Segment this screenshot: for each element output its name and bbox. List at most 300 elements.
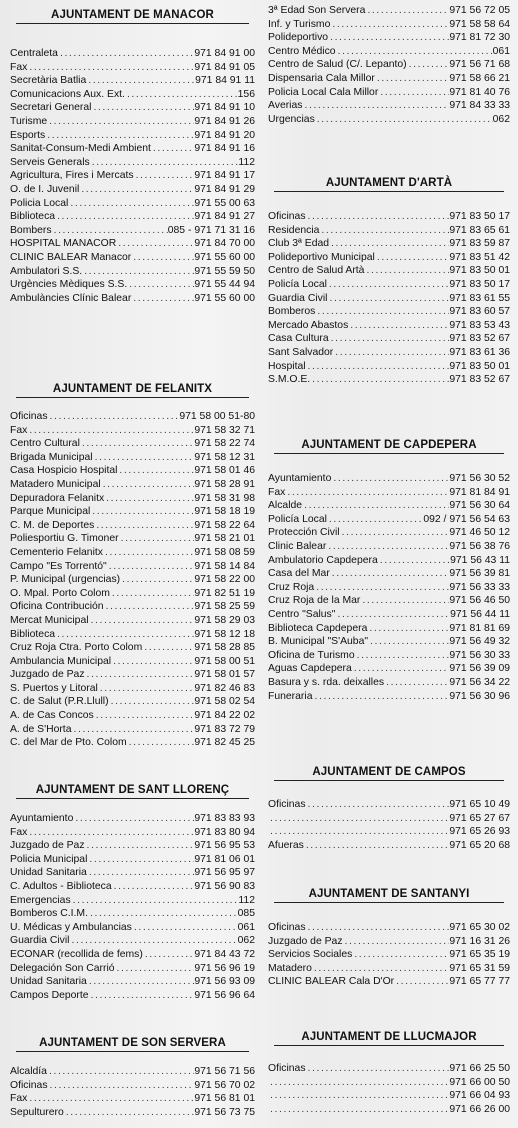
list-item — [10, 1065, 255, 1079]
entry-name: B. Municipal "S'Auba" — [268, 636, 369, 648]
entry-name: Secretària Batlia — [10, 75, 87, 87]
entry-name: Matadero Municipal — [10, 478, 101, 490]
list-item — [268, 921, 510, 935]
entry-phone: 092 / 971 56 54 63 — [423, 513, 510, 525]
list-item — [10, 505, 255, 519]
dot-leader — [127, 278, 194, 292]
dot-leader — [312, 690, 449, 704]
dot-leader — [87, 853, 194, 867]
dot-leader — [302, 99, 449, 113]
list-item — [10, 736, 255, 750]
dot-leader — [360, 594, 449, 608]
dot-leader — [71, 723, 194, 737]
right-section-1 — [268, 176, 510, 387]
dot-leader — [48, 410, 180, 424]
dot-leader — [327, 278, 449, 292]
dot-leader — [306, 360, 450, 374]
list-item — [268, 360, 510, 374]
dot-leader — [268, 825, 449, 839]
dot-leader — [314, 581, 449, 595]
list-item — [10, 47, 255, 61]
list-item — [268, 210, 510, 224]
left-section-2 — [10, 783, 255, 1002]
list-item — [10, 210, 255, 224]
list-item — [10, 880, 255, 894]
section-title: AJUNTAMENT DE CAPDEPERA — [274, 438, 504, 454]
list-item — [268, 962, 510, 976]
list-item — [10, 962, 255, 976]
entry-name: Averias — [268, 100, 303, 112]
entry-phone: 971 84 91 11 — [195, 75, 255, 87]
entry-phone: 971 66 26 00 — [449, 1103, 510, 1115]
entry-name: Oficinas — [268, 1063, 306, 1074]
list-item — [10, 934, 255, 948]
entry-name: Delegación Son Carrió — [10, 962, 115, 974]
dot-leader — [91, 101, 194, 115]
entry-name: A. de S'Horta — [10, 723, 72, 735]
entry-phone: 971 55 59 50 — [194, 265, 255, 277]
entry-phone: 971 83 50 17 — [449, 278, 510, 290]
list-item — [10, 682, 255, 696]
dot-leader — [367, 622, 449, 636]
entry-phone: 156 — [237, 88, 255, 100]
entry-phone: 971 84 91 16 — [194, 143, 255, 155]
entry-name: Fax — [10, 61, 28, 73]
entry-name: Afueras — [268, 839, 304, 851]
entry-name: Alcalde — [268, 500, 303, 512]
dot-leader — [69, 934, 237, 948]
entry-phone: 971 84 70 00 — [194, 238, 255, 250]
dot-leader — [89, 614, 195, 628]
list-item — [10, 424, 255, 438]
dot-leader — [375, 251, 449, 265]
entry-name: C. del Mar de Pto. Colom — [10, 737, 127, 749]
dot-leader — [329, 332, 450, 346]
entry-name: Emergencias — [10, 894, 71, 906]
list-item — [10, 894, 255, 908]
dot-leader — [302, 499, 449, 513]
dot-leader — [306, 210, 450, 224]
dot-leader — [343, 935, 450, 949]
dot-leader — [80, 437, 194, 451]
entry-phone: 971 84 22 02 — [194, 710, 255, 722]
entry-name: Sanitat-Consum-Medi Ambient — [10, 143, 151, 155]
dot-leader — [268, 1103, 449, 1117]
entry-phone: 971 83 50 01 — [449, 265, 510, 277]
entry-name: Campos Deporte — [10, 989, 89, 1001]
list-item — [10, 61, 255, 75]
dot-leader — [375, 72, 449, 86]
entry-name: Ayuntamiento — [10, 813, 74, 824]
dot-leader — [85, 839, 195, 853]
entry-phone: 971 66 04 93 — [449, 1090, 510, 1102]
entry-phone: 085 — [237, 908, 255, 920]
entry-phone: 971 56 39 81 — [449, 568, 510, 580]
dot-leader — [87, 866, 195, 880]
dot-leader — [315, 113, 493, 127]
list-item — [268, 676, 510, 690]
list-item — [10, 74, 255, 88]
entry-phone: 971 83 61 55 — [449, 292, 510, 304]
list-item — [10, 641, 255, 655]
entry-phone: 971 65 26 93 — [449, 826, 510, 838]
entry-phone: 971 83 53 43 — [449, 319, 510, 331]
list-item — [268, 72, 510, 86]
entry-name: Unidad Sanitaria — [10, 867, 87, 879]
entry-name: O. Mpal. Porto Colom — [10, 587, 110, 599]
entry-name: Sant Salvador — [268, 346, 334, 358]
entry-name: Urgencias — [268, 113, 315, 125]
right-section-3 — [268, 765, 510, 852]
list-item — [268, 812, 510, 826]
list-item — [10, 410, 255, 424]
list-item — [268, 608, 510, 622]
entry-name: Fax — [10, 826, 28, 838]
list-item — [10, 532, 255, 546]
entry-phone: 971 84 91 10 — [194, 102, 255, 114]
section-title: AJUNTAMENT DE FELANITX — [16, 382, 249, 398]
entry-list — [10, 812, 255, 1002]
entry-name: CLINIC BALEAR Cala D'Or — [268, 976, 395, 988]
list-item — [268, 99, 510, 113]
entry-phone: 971 56 43 11 — [450, 554, 510, 566]
list-item — [268, 649, 510, 663]
list-item — [10, 668, 255, 682]
entry-name: Esports — [10, 129, 46, 141]
entry-phone: 971 56 49 32 — [449, 636, 510, 648]
list-item — [10, 251, 255, 265]
list-item — [268, 58, 510, 72]
list-item — [10, 278, 255, 292]
entry-list — [268, 1062, 510, 1116]
entry-name: Oficinas — [10, 411, 48, 422]
list-item — [268, 472, 510, 486]
entry-phone: 971 83 51 42 — [449, 251, 510, 263]
entry-phone: 971 82 51 19 — [194, 587, 255, 599]
entry-phone: 971 56 96 64 — [194, 989, 255, 1001]
list-item — [10, 587, 255, 601]
dot-leader — [355, 649, 450, 663]
entry-name: HOSPITAL MANACOR — [10, 238, 117, 250]
dot-leader — [82, 265, 194, 279]
list-item — [268, 264, 510, 278]
entry-phone: 971 83 83 93 — [194, 813, 255, 824]
entry-phone: 971 58 14 84 — [194, 560, 255, 572]
dot-leader — [336, 45, 493, 59]
entry-name: U. Médicas y Ambulancias — [10, 921, 132, 933]
list-item — [268, 554, 510, 568]
list-item — [268, 278, 510, 292]
list-item — [10, 600, 255, 614]
entry-phone: 971 84 33 33 — [449, 100, 510, 112]
entry-name: Fax — [10, 424, 28, 436]
entry-phone: 971 56 95 53 — [194, 840, 255, 852]
list-item — [10, 519, 255, 533]
entry-name: Centro de Salud Artà — [268, 265, 365, 277]
dot-leader — [93, 451, 195, 465]
list-item — [10, 451, 255, 465]
list-item — [10, 492, 255, 506]
entry-phone: 971 84 91 17 — [194, 170, 255, 182]
entry-phone: 971 56 96 19 — [194, 962, 255, 974]
entry-phone: 971 81 84 91 — [449, 486, 510, 498]
list-item — [10, 853, 255, 867]
dot-leader — [47, 115, 194, 129]
entry-name: Ayuntamiento — [268, 473, 332, 484]
list-item — [10, 1092, 255, 1106]
entry-phone: 971 58 02 54 — [194, 696, 255, 708]
entry-name: Parque Municipal — [10, 506, 91, 518]
dot-leader — [45, 129, 194, 143]
list-item — [268, 31, 510, 45]
section-title: AJUNTAMENT DE MANACOR — [16, 8, 249, 24]
entry-phone: 971 58 08 59 — [194, 546, 255, 558]
list-item — [10, 709, 255, 723]
dot-leader — [378, 86, 449, 100]
list-item — [268, 1089, 510, 1103]
entry-name: Secretari General — [10, 102, 92, 114]
dot-leader — [306, 1062, 450, 1076]
dot-leader — [319, 224, 449, 238]
list-item — [268, 18, 510, 32]
entry-name: Mercat Municipal — [10, 614, 89, 626]
entry-phone: 112 — [238, 894, 255, 906]
entry-phone: 971 83 52 67 — [449, 333, 510, 345]
dot-leader — [394, 975, 449, 989]
left-section-0 — [10, 8, 255, 305]
entry-phone: 971 56 70 02 — [194, 1079, 255, 1091]
entry-phone: 971 65 27 67 — [449, 812, 510, 824]
entry-name: Serveis Generals — [10, 156, 90, 168]
dot-leader — [117, 464, 194, 478]
entry-phone: 971 55 44 94 — [194, 279, 255, 291]
entry-name: Ambulatorio Capdepera — [268, 554, 378, 566]
entry-phone: 971 65 20 68 — [449, 839, 510, 851]
dot-leader — [330, 567, 450, 581]
dot-leader — [104, 492, 194, 506]
dot-leader — [110, 587, 194, 601]
entry-phone: 971 83 52 67 — [449, 374, 510, 386]
dot-leader — [68, 197, 194, 211]
dot-leader — [328, 31, 449, 45]
list-item — [10, 812, 255, 826]
list-item — [268, 975, 510, 989]
entry-name: Casa del Mar — [268, 568, 330, 580]
right-section-2 — [268, 438, 510, 703]
entry-phone: 971 56 81 01 — [194, 1093, 255, 1105]
list-item — [268, 224, 510, 238]
entry-name: Oficinas — [10, 1079, 48, 1091]
list-item — [268, 499, 510, 513]
list-item — [268, 690, 510, 704]
entry-phone: 971 83 59 87 — [449, 238, 510, 250]
entry-name: Polideportivo — [268, 32, 329, 44]
entry-name: CLINIC BALEAR Manacor — [10, 251, 132, 263]
entry-name: Cruz Roja — [268, 581, 315, 593]
section-title: AJUNTAMENT DE CAMPOS — [274, 765, 504, 781]
dot-leader — [104, 600, 195, 614]
entry-name: Centro Médico — [268, 45, 336, 57]
entry-phone: 971 81 06 01 — [194, 853, 255, 865]
list-item — [268, 948, 510, 962]
entry-name: Policia Municipal — [10, 853, 88, 865]
dot-leader — [27, 826, 194, 840]
right-section-5 — [268, 1030, 510, 1116]
list-item — [268, 251, 510, 265]
dot-leader — [348, 319, 449, 333]
entry-phone: 971 56 93 09 — [194, 976, 255, 988]
dot-leader — [327, 513, 423, 527]
dot-leader — [132, 921, 238, 935]
entry-list — [268, 210, 510, 387]
entry-phone: 971 58 66 21 — [449, 72, 510, 84]
entry-name: Bomberos C.I.M. — [10, 908, 88, 920]
entry-name: Guardia Civil — [10, 935, 70, 947]
dot-leader — [71, 894, 239, 908]
entry-list — [268, 472, 510, 703]
entry-phone: 971 56 44 11 — [450, 608, 510, 620]
entry-phone: 971 58 29 03 — [194, 614, 255, 626]
dot-leader — [151, 142, 194, 156]
entry-name: Fax — [10, 1093, 28, 1105]
entry-phone: 971 56 46 50 — [449, 595, 510, 607]
entry-name: Urgències Mèdiques S.S. — [10, 279, 128, 291]
entry-name: S.M.O.E. — [268, 374, 311, 386]
dot-leader — [306, 798, 450, 812]
entry-phone: 971 56 90 83 — [194, 880, 255, 892]
list-item — [268, 86, 510, 100]
list-item — [268, 373, 510, 387]
dot-leader — [333, 346, 449, 360]
list-item — [268, 825, 510, 839]
list-item — [10, 921, 255, 935]
dot-leader — [326, 540, 449, 554]
list-item — [10, 1106, 255, 1120]
list-item — [268, 1076, 510, 1090]
entry-name: A. de Cas Concos — [10, 710, 94, 722]
entry-phone: 971 56 30 96 — [449, 690, 510, 702]
entry-name: Polideportivo Municipal — [268, 251, 375, 263]
entry-name: Aguas Capdepera — [268, 663, 352, 675]
entry-name: O. de I. Juvenil — [10, 183, 80, 195]
dot-leader — [331, 472, 449, 486]
entry-phone: 971 58 31 98 — [194, 492, 255, 504]
entry-name: Oficinas — [268, 211, 306, 222]
entry-name: C. M. de Deportes — [10, 519, 95, 531]
dot-leader — [127, 736, 195, 750]
list-item — [10, 437, 255, 451]
dot-leader — [285, 486, 449, 500]
dot-leader — [55, 210, 194, 224]
entry-name: Fax — [268, 486, 286, 498]
entry-name: Juzgado de Paz — [268, 935, 343, 947]
list-item — [268, 540, 510, 554]
entry-name: Policía Local — [268, 513, 327, 525]
entry-phone: 971 56 39 09 — [449, 663, 510, 675]
dot-leader — [90, 156, 239, 170]
dot-leader — [378, 554, 450, 568]
entry-phone: 971 55 60 00 — [194, 292, 255, 304]
dot-leader — [368, 635, 449, 649]
dot-leader — [268, 812, 449, 826]
entry-phone: 112 — [238, 156, 255, 168]
list-item — [10, 169, 255, 183]
left-section-1 — [10, 382, 255, 750]
entry-name: Oficina de Turismo — [268, 649, 355, 661]
entry-phone: 971 56 34 22 — [449, 676, 510, 688]
entry-phone: 971 81 72 30 — [449, 32, 510, 44]
entry-phone: 971 84 91 00 — [194, 48, 255, 59]
entry-phone: 971 58 28 85 — [194, 642, 255, 654]
entry-phone: 971 56 72 05 — [449, 5, 510, 16]
dot-leader — [111, 655, 194, 669]
entry-phone: 971 56 71 68 — [449, 59, 510, 71]
entry-phone: 971 56 33 33 — [449, 581, 510, 593]
entry-name: Inf. y Turismo — [268, 18, 331, 30]
entry-phone: 971 65 30 02 — [449, 922, 510, 933]
entry-name: 3ª Edad Son Servera — [268, 5, 366, 16]
list-item — [10, 573, 255, 587]
dot-leader — [142, 641, 194, 655]
list-item — [268, 292, 510, 306]
entry-name: Ambulàncies Clínic Balear — [10, 292, 132, 304]
dot-leader — [94, 709, 195, 723]
list-item — [268, 45, 510, 59]
entry-name: S. Puertos y Litoral — [10, 682, 98, 694]
entry-phone: 971 58 32 71 — [194, 424, 255, 436]
entry-phone: 971 66 25 50 — [449, 1063, 510, 1074]
dot-leader — [86, 74, 195, 88]
list-item — [10, 265, 255, 279]
list-item — [10, 907, 255, 921]
list-item — [10, 546, 255, 560]
entry-name: Biblioteca — [10, 211, 56, 223]
right-section-0 — [268, 4, 510, 126]
entry-name: Depuradora Felanitx — [10, 492, 105, 504]
entry-name: C. Adultos - Biblioteca — [10, 880, 112, 892]
dot-leader — [352, 662, 450, 676]
entry-phone: 971 58 22 00 — [194, 574, 255, 586]
entry-phone: 971 65 35 19 — [449, 949, 510, 961]
list-item — [268, 594, 510, 608]
dot-leader — [329, 237, 449, 251]
entry-name: Servicios Sociales — [268, 949, 353, 961]
section-title: AJUNTAMENT DE SANTANYI — [274, 887, 504, 903]
list-item — [10, 183, 255, 197]
dot-leader — [335, 608, 450, 622]
entry-phone: 971 58 58 64 — [449, 18, 510, 30]
entry-phone: 971 58 18 19 — [194, 506, 255, 518]
list-item — [10, 628, 255, 642]
entry-phone: 061 — [492, 45, 510, 57]
entry-name: Ambulatori S.S. — [10, 265, 83, 277]
dot-leader — [120, 573, 194, 587]
list-item — [268, 635, 510, 649]
dot-leader — [73, 812, 194, 826]
list-item — [268, 486, 510, 500]
list-item — [268, 513, 510, 527]
entry-name: Centraleta — [10, 48, 58, 59]
entry-phone: 971 58 12 31 — [194, 451, 255, 463]
entry-name: Mercado Abastos — [268, 319, 349, 331]
list-item — [10, 989, 255, 1003]
dot-leader — [268, 1076, 449, 1090]
list-item — [10, 1079, 255, 1093]
entry-phone: 971 83 65 61 — [449, 224, 510, 236]
entry-phone: 971 84 91 27 — [194, 211, 255, 223]
list-item — [10, 129, 255, 143]
entry-name: Policia Local — [10, 197, 69, 209]
